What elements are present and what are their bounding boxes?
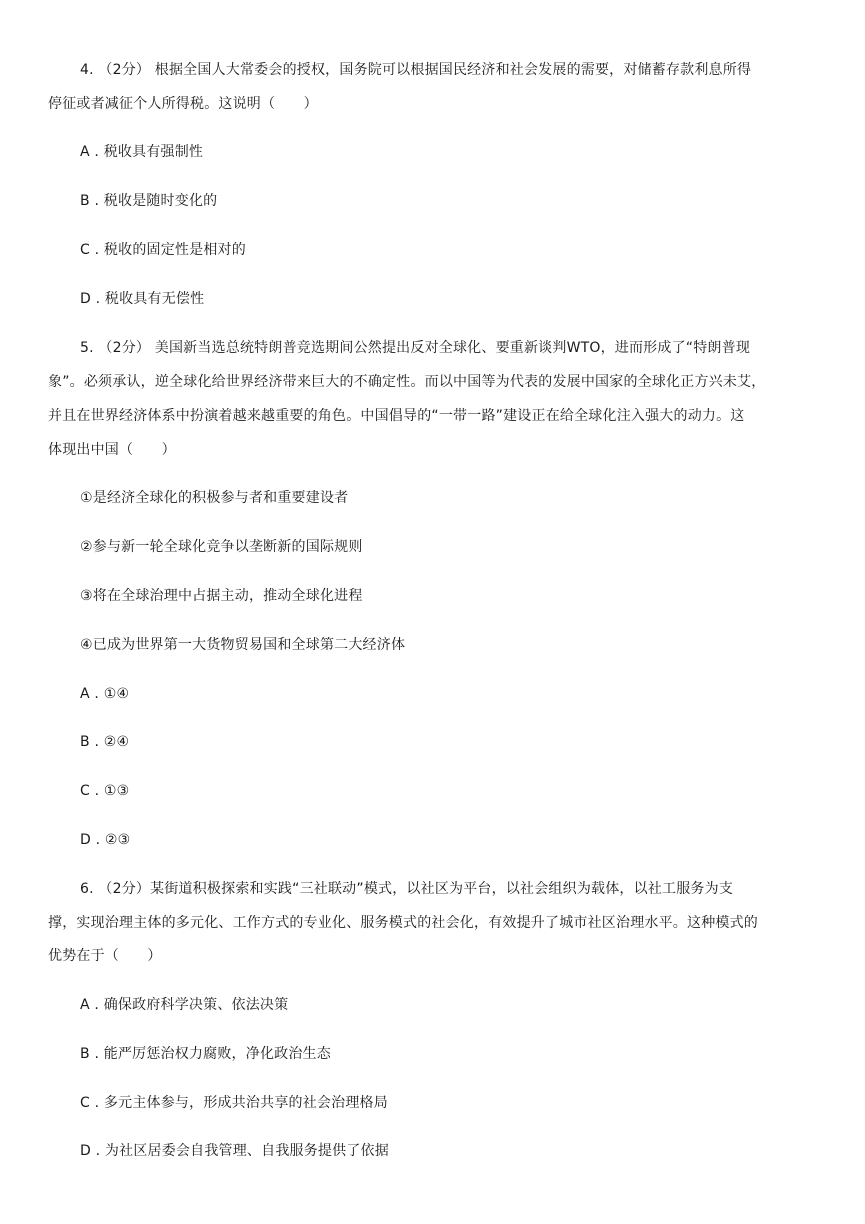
question-5-statement-1: ①是经济全球化的积极参与者和重要建设者: [80, 490, 349, 506]
question-5-stem-line-2: 象”。必须承认，逆全球化给世界经济带来巨大的不确定性。而以中国等为代表的发展中国家的全球化正方兴未艾，: [48, 374, 766, 390]
question-5-statement-4: ④已成为世界第一大货物贸易国和全球第二大经济体: [80, 637, 406, 653]
question-6-option-b: B . 能严厉惩治权力腐败，净化政治生态: [80, 1046, 331, 1062]
question-5-stem-line-3: 并且在世界经济体系中扮演着越来越重要的角色。中国倡导的“一带一路”建设正在给全球化注入强大的动力。这: [48, 408, 745, 424]
question-5-stem-line-4: 体现出中国（ ）: [48, 442, 176, 458]
question-4-option-c: C . 税收的固定性是相对的: [80, 242, 246, 258]
question-6-option-a: A . 确保政府科学决策、依法决策: [80, 997, 289, 1013]
question-5-option-d: D . ②③: [80, 832, 131, 848]
question-6-option-c: C . 多元主体参与，形成共治共享的社会治理格局: [80, 1095, 388, 1111]
question-6-option-d: D . 为社区居委会自我管理、自我服务提供了依据: [80, 1143, 389, 1159]
question-5-statement-2: ②参与新一轮全球化竞争以垄断新的国际规则: [80, 539, 363, 555]
question-5-option-c: C . ①③: [80, 783, 130, 799]
question-5-statement-3: ③将在全球治理中占据主动，推动全球化进程: [80, 588, 363, 604]
question-4-option-b: B . 税收是随时变化的: [80, 193, 218, 209]
question-5-stem-line-1: 5. （2分） 美国新当选总统特朗普竞选期间公然提出反对全球化、要重新谈判WTO，进而形成了“特朗普现: [80, 340, 751, 356]
question-5-option-b: B . ②④: [80, 734, 130, 750]
question-6-stem-line-3: 优势在于（ ）: [48, 948, 162, 964]
question-4-stem-line-2: 停征或者减征个人所得税。这说明（ ）: [48, 96, 318, 112]
question-6-stem-line-2: 撑，实现治理主体的多元化、工作方式的专业化、服务模式的社会化，有效提升了城市社区治理水平。这种模式的: [48, 915, 758, 931]
question-6-stem-line-1: 6. （2分）某街道积极探索和实践“三社联动”模式，以社区为平台，以社会组织为载体，以社工服务为支: [80, 881, 734, 897]
question-5-option-a: A . ①④: [80, 686, 130, 702]
question-4-option-d: D . 税收具有无偿性: [80, 291, 205, 307]
question-4-stem-line-1: 4. （2分） 根据全国人大常委会的授权，国务院可以根据国民经济和社会发展的需要，对储蓄存款利息所得: [80, 62, 752, 78]
question-4-option-a: A . 税收具有强制性: [80, 144, 204, 160]
